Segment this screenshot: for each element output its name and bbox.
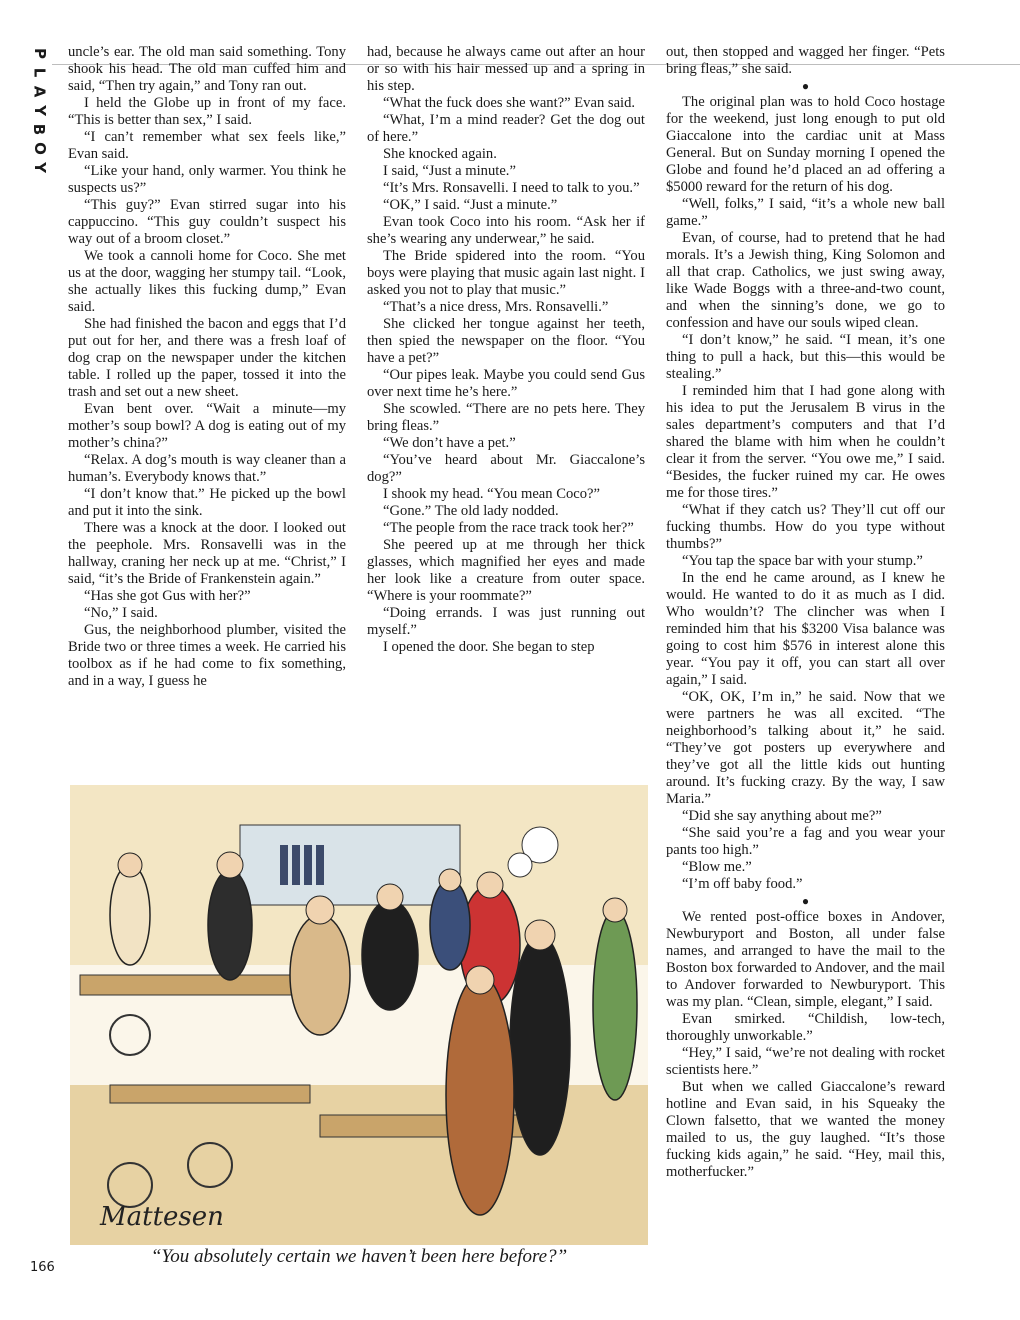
masthead-vertical — [26, 44, 52, 177]
paragraph: “Like your hand, only warmer. You think he suspects us?” — [68, 163, 346, 196]
paragraph: “Hey,” I said, “we’re not dealing with rocket scientists here.” — [666, 1045, 945, 1078]
section-bullet-2: ● — [801, 894, 810, 908]
paragraph: Evan bent over. “Wait a minute—my mother’s soup bowl? A dog is eating out of my mother’s china?” — [68, 401, 346, 451]
masthead-letter: Y — [30, 105, 49, 116]
paragraph: “I can’t remember what sex feels like,” Evan said. — [68, 129, 346, 162]
masthead-letter: B — [30, 123, 49, 136]
paragraph: She had finished the bacon and eggs that I’d put out for her, and there was a fresh loaf of dog crap on the newspaper under the kitchen table. I rolled up the paper, tossed it into the trash and set out a new sheet. — [68, 316, 346, 400]
paragraph: “This guy?” Evan stirred sugar into his cappuccino. “This guy couldn’t suspect his way out of a broom closet.” — [68, 197, 346, 247]
paragraph: “Our pipes leak. Maybe you could send Gus over next time he’s here.” — [367, 367, 645, 400]
paragraph: “Has she got Gus with her?” — [84, 588, 251, 604]
paragraph: had, because he always came out after an hour or so with his hair messed up and a spring in his step. — [367, 44, 645, 94]
text-column-1 — [68, 44, 346, 690]
paragraph: The Bride spidered into the room. “You boys were playing that music again last night. I asked you not to play that music.” — [367, 248, 645, 298]
paragraph: “No,” I said. — [84, 605, 158, 621]
cartoon-caption: “You absolutely certain we haven’t been here before?” — [150, 1246, 568, 1267]
page-number: 166 — [30, 1260, 55, 1275]
paragraph: “What the fuck does she want?” Evan said. — [383, 95, 636, 111]
paragraph: We took a cannoli home for Coco. She met us at the door, wagging her stumpy tail. “Look, she actually likes this fucking dump,” Evan said. — [68, 248, 346, 315]
paragraph: “She said you’re a fag and you wear your pants too high.” — [666, 825, 945, 858]
paragraph: I said, “Just a minute.” — [383, 163, 516, 179]
paragraph: “OK, OK, I’m in,” he said. Now that we were partners he was all excited. “The neighborhood’s talking about it,” he said. “They’ve got posters up everywhere and they’ve got all the little kids out hunting around. It’s fucking crazy. By the way, I saw Maria.” — [666, 689, 945, 807]
paragraph: “Gone.” The old lady nodded. — [383, 503, 559, 519]
paragraph: “Well, folks,” I said, “it’s a whole new ball game.” — [666, 196, 945, 229]
paragraph: Gus, the neighborhood plumber, visited the Bride two or three times a week. He carried his toolbox as if he had come to fix something, and in a way, I guess he — [68, 622, 346, 689]
paragraph: I opened the door. She began to step — [383, 639, 595, 655]
section-bullet-1: ● — [801, 79, 810, 93]
text-column-3 — [666, 44, 945, 1181]
paragraph: “Did she say anything about me?” — [682, 808, 882, 824]
paragraph: The original plan was to hold Coco hostage for the weekend, just long enough to put old Giaccalone into the cardiac unit at Mass General. But on Sunday morning I opened the Globe and found he’d placed an ad offering a $5000 reward for the return of his dog. — [666, 94, 945, 195]
paragraph: “I’m off baby food.” — [682, 876, 803, 892]
paragraph: “What, I’m a mind reader? Get the dog out of here.” — [367, 112, 645, 145]
paragraph: “What if they catch us? They’ll cut off our fucking thumbs. How do you type without thumbs?” — [666, 502, 945, 552]
paragraph: Evan smirked. “Childish, low-tech, thoroughly unworkable.” — [666, 1011, 945, 1044]
paragraph: “I don’t know,” he said. “I mean, it’s one thing to pull a hack, but this—this would be stealing.” — [666, 332, 945, 382]
paragraph: Evan took Coco into his room. “Ask her if she’s wearing any underwear,” he said. — [367, 214, 645, 247]
paragraph: “That’s a nice dress, Mrs. Ronsavelli.” — [383, 299, 609, 315]
cartoon-illustration — [70, 785, 648, 1245]
paragraph: “Doing errands. I was just running out myself.” — [367, 605, 645, 638]
artist-signature: Mattesen — [100, 1202, 224, 1232]
paragraph: But when we called Giaccalone’s reward hotline and Evan said, in his Squeaky the Clown falsetto, that we wanted the money mailed to us, the guy laughed. “It’s those fucking kids again,” he said. “Hey, mail this, motherfucker.” — [666, 1079, 945, 1180]
paragraph: “Relax. A dog’s mouth is way cleaner than a human’s. Everybody knows that.” — [68, 452, 346, 485]
masthead-letter: Y — [30, 162, 49, 173]
paragraph: In the end he came around, as I knew he would. He wanted to do it as much as I did. Who wouldn’t? The clincher was when I reminded him that his $3200 Visa balance was going to cost him $576 in interest alone this year. “You pay it off, you can start all over again,” I said. — [666, 570, 945, 688]
paragraph: “We don’t have a pet.” — [383, 435, 516, 451]
paragraph: There was a knock at the door. I looked out the peephole. Mrs. Ronsavelli was in the hallway, craning her neck up at me. “Christ,” I said, “it’s the Bride of Frankenstein again.” — [68, 520, 346, 587]
paragraph: out, then stopped and wagged her finger. “Pets bring fleas,” she said. — [666, 44, 945, 77]
paragraph: “OK,” I said. “Just a minute.” — [383, 197, 558, 213]
paragraph: She clicked her tongue against her teeth, then spied the newspaper on the floor. “You have a pet?” — [367, 316, 645, 366]
paragraph: I reminded him that I had gone along with his idea to put the Jerusalem B virus in the sales department’s computers and that I’d shared the blame with him when he couldn’t clear it from the server. “You owe me,” I said. “Besides, the fucker ruined my car. He owes me for those tires.” — [666, 383, 945, 501]
paragraph: “Blow me.” — [682, 859, 752, 875]
paragraph: “The people from the race track took her?” — [383, 520, 634, 536]
paragraph: She peered up at me through her thick glasses, which magnified her eyes and made her look like a creature from outer space. “Where is your roommate?” — [367, 537, 645, 604]
paragraph: She knocked again. — [383, 146, 497, 162]
masthead-letter: P — [30, 48, 49, 59]
paragraph: She scowled. “There are no pets here. They bring fleas.” — [367, 401, 645, 434]
masthead-letter: L — [30, 67, 49, 78]
paragraph: Evan, of course, had to pretend that he had morals. It’s a Jewish thing, King Solomon and all that crap. Catholics, we just swing away, like Wade Boggs with a three-and-two count, and when the sinning’s done, we go to confession and have our souls wiped clean. — [666, 230, 945, 331]
paragraph: “It’s Mrs. Ronsavelli. I need to talk to you.” — [383, 180, 640, 196]
paragraph: I shook my head. “You mean Coco?” — [383, 486, 600, 502]
masthead-letter: O — [30, 142, 49, 155]
paragraph: “You tap the space bar with your stump.” — [682, 553, 923, 569]
paragraph: “I don’t know that.” He picked up the bowl and put it into the sink. — [68, 486, 346, 519]
text-column-2 — [367, 44, 645, 656]
paragraph: “You’ve heard about Mr. Giaccalone’s dog?” — [367, 452, 645, 485]
paragraph: We rented post-office boxes in Andover, Newburyport and Boston, all under false names, and arranged to have the mail to the Boston box forwarded to Andover, and the mail to Andover forwarded to Newburyport. This was my plan. “Clean, simple, elegant,” I said. — [666, 909, 945, 1010]
masthead-letter: A — [30, 85, 49, 98]
paragraph: I held the Globe up in front of my face. “This is better than sex,” I said. — [68, 95, 346, 128]
paragraph: uncle’s ear. The old man said something. Tony shook his head. The old man cuffed him and said, “Then try again,” and Tony ran out. — [68, 44, 346, 94]
